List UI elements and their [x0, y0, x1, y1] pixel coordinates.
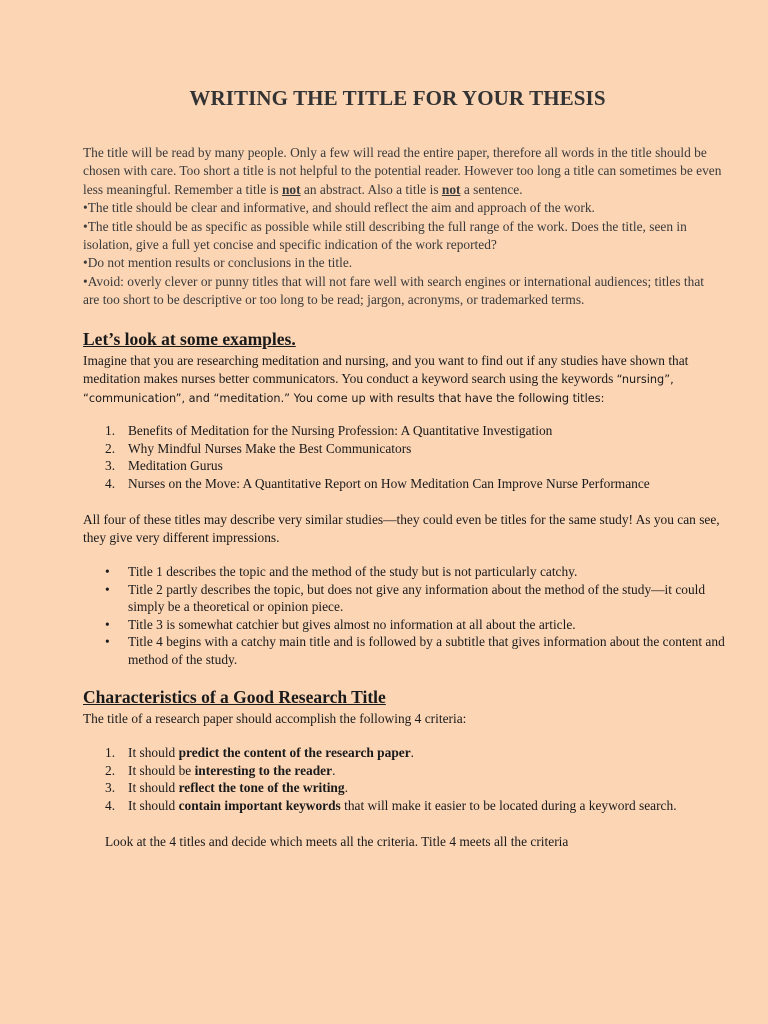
intro-bullet: • The title should be as specific as possible while still describing the full range of the work. Does the title, seen in isolation, give a full yet concise and specific indication of the work reported? — [83, 218, 723, 255]
intro-section — [83, 144, 723, 310]
bullet-dot: • — [105, 581, 110, 597]
examples-text-b: “nursing”, “communication”, and “meditation.” You come up with results that have the following titles: — [83, 373, 674, 405]
list-text: Title 2 partly describes the topic, but does not give any information about the method of the study—it could simply be a theoretical or opinion piece. — [128, 581, 706, 615]
list-item — [105, 744, 725, 762]
list-number: 4. — [105, 475, 116, 491]
list-text: Title 4 begins with a catchy main title and is followed by a subtitle that gives information about the content and method of the study. — [128, 634, 725, 667]
title-analysis-list — [105, 563, 725, 669]
criteria-pre: It should — [128, 745, 179, 760]
list-number: 1. — [105, 745, 116, 760]
criteria-intro: The title of a research paper should accomplish the following 4 criteria: — [83, 711, 467, 726]
criteria-heading: Characteristics of a Good Research Title — [83, 687, 386, 707]
criteria-post: . — [332, 762, 336, 778]
list-text: Nurses on the Move: A Quantitative Report on How Meditation Can Improve Nurse Performance — [128, 475, 650, 491]
list-text: Meditation Gurus — [128, 458, 223, 474]
intro-text-b: an abstract. Also a title is — [300, 181, 442, 197]
examples-heading: Let’s look at some examples. — [83, 329, 296, 349]
intro-bullet: • Avoid: overly clever or punny titles that will not fare well with search engines or international audiences; titles that are too short to be descriptive or too long to be read; jargon, acronyms, or trademarked terms. — [83, 273, 723, 310]
criteria-bold: predict the content of the research paper — [178, 745, 411, 760]
examples-paragraph — [83, 352, 723, 408]
page-title: WRITING THE TITLE FOR YOUR THESIS — [189, 86, 606, 110]
bullet-dot: • — [105, 616, 110, 632]
list-text: Why Mindful Nurses Make the Best Communicators — [128, 440, 412, 456]
list-number: 3. — [105, 780, 116, 796]
list-item — [105, 581, 725, 616]
list-number: 3. — [105, 458, 116, 474]
criteria-pre: It should — [128, 780, 179, 796]
examples-paragraph-2: All four of these titles may describe very similar studies—they could even be titles for the same study! As you can see, they give very different impressions. — [83, 512, 720, 545]
criteria-post: . — [410, 745, 415, 760]
emphasis-not-1: not — [281, 181, 301, 197]
list-item — [105, 616, 725, 634]
intro-text-c: a sentence. — [460, 181, 523, 197]
list-item — [105, 779, 725, 797]
list-number: 4. — [105, 797, 116, 813]
list-item — [105, 762, 725, 780]
list-number: 1. — [105, 423, 116, 438]
intro-bullet: • The title should be clear and informative, and should reflect the aim and approach of the work. — [83, 199, 723, 217]
intro-text-a: The title will be read by many people. Only a few will read the entire paper, therefore all words in the title should be chosen with care. Too short a title is not helpful to the potential reader. However too long a title can sometimes be even less meaningful. Remember a title is — [83, 145, 722, 197]
list-text: Benefits of Meditation for the Nursing Profession: A Quantitative Investigation — [128, 423, 553, 438]
list-item — [105, 633, 725, 668]
criteria-post: . — [344, 780, 348, 796]
example-titles-list — [105, 422, 725, 492]
criteria-bold: interesting to the reader — [194, 762, 333, 778]
list-number: 2. — [105, 440, 116, 456]
criteria-pre: It should — [128, 797, 179, 813]
criteria-pre: It should be — [128, 762, 195, 778]
list-number: 2. — [105, 762, 116, 778]
list-text: Title 3 is somewhat catchier but gives almost no information at all about the article. — [128, 616, 576, 632]
intro-paragraph — [83, 144, 723, 199]
bullet-dot: • — [105, 564, 110, 579]
closing-sentence: Look at the 4 titles and decide which meets all the criteria. Title 4 meets all the criteria — [105, 834, 569, 849]
list-item — [105, 440, 725, 458]
emphasis-not-2: not — [441, 181, 461, 197]
list-text: Title 1 describes the topic and the method of the study but is not particularly catchy. — [128, 564, 578, 579]
list-item — [105, 475, 725, 493]
criteria-list — [105, 744, 725, 814]
list-item — [105, 797, 725, 815]
criteria-post: that will make it easier to be located during a keyword search. — [340, 797, 677, 813]
list-item — [105, 422, 725, 440]
list-item — [105, 457, 725, 475]
criteria-bold: contain important keywords — [178, 797, 341, 813]
criteria-bold: reflect the tone of the writing — [178, 780, 345, 796]
intro-bullet: • Do not mention results or conclusions in the title. — [83, 254, 723, 272]
examples-text-a: Imagine that you are researching meditation and nursing, and you want to find out if any studies have shown that meditation makes nurses better communicators. You conduct a keyword search using the keywords — [83, 353, 689, 386]
bullet-dot: • — [105, 634, 110, 650]
list-item — [105, 563, 725, 581]
